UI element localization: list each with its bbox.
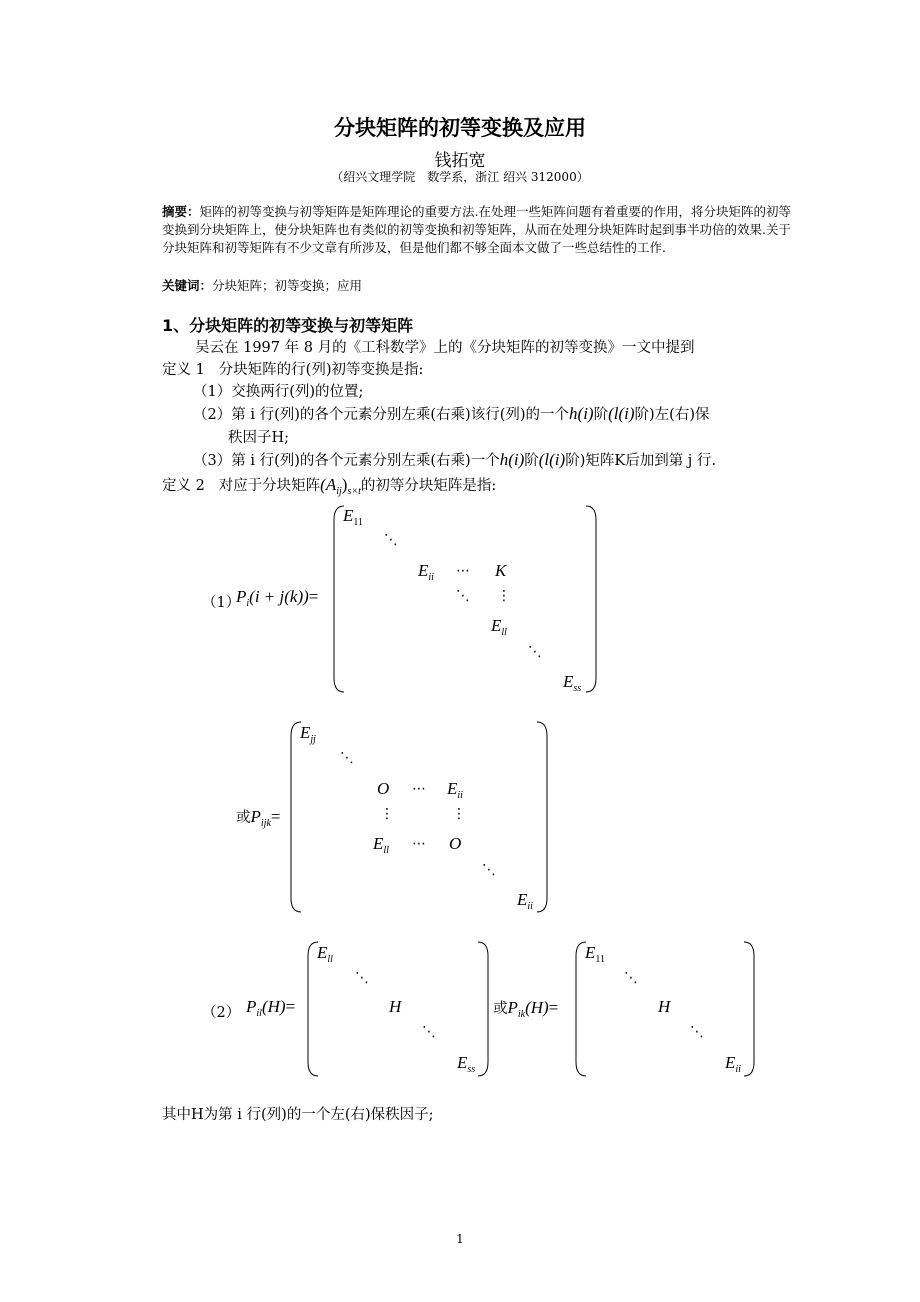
eq1b-ell: $E_{ll}$ xyxy=(373,834,389,856)
ddots-icon: ⋱ xyxy=(482,862,497,878)
vdots-icon: ⋮ xyxy=(452,806,467,822)
eq1b-lhs xyxy=(236,806,280,827)
def2-label: 定义 2 xyxy=(162,478,205,494)
p-argument: (H) xyxy=(525,998,549,1017)
abstract-label: 摘要： xyxy=(162,204,200,219)
equals-sign: = xyxy=(548,998,559,1017)
def2-text-b: 的初等分块矩阵是指: xyxy=(360,478,497,494)
or-label: 或 xyxy=(493,1001,508,1017)
eq1-right-bracket xyxy=(586,506,596,692)
or-label: 或 xyxy=(236,810,251,826)
l-of-i: (l(i) xyxy=(608,404,635,423)
ddots-icon: ⋱ xyxy=(456,588,471,604)
p-subscript: il xyxy=(256,1008,262,1019)
equals-sign: = xyxy=(285,997,296,1016)
item3-text-b: 阶 xyxy=(524,453,539,469)
h-of-i: h(i) xyxy=(569,404,594,423)
eq1-ell: $E_{ll}$ xyxy=(491,616,507,638)
a-subscript: ij xyxy=(336,486,342,497)
eq1-ess: $E_{ss}$ xyxy=(563,672,582,694)
p-symbol: P xyxy=(246,997,257,1016)
ddots-icon: ⋱ xyxy=(384,532,399,548)
footer-note: 其中H为第 i 行(列)的一个左(右)保秩因子; xyxy=(162,1107,434,1123)
eq2b-e11: $E_{11}$ xyxy=(585,943,606,965)
vdots-icon: ⋮ xyxy=(497,588,512,604)
p-subscript: ik xyxy=(517,1009,526,1020)
page-number: 1 xyxy=(456,1232,464,1246)
paper-title: 分块矩阵的初等变换及应用 xyxy=(334,116,586,140)
equals-sign: = xyxy=(270,807,281,826)
eq1-k: K xyxy=(495,561,507,580)
eq2a-right-bracket xyxy=(478,942,488,1076)
item2-text-b: 阶 xyxy=(593,407,609,423)
item2-text-a: （2）第 i 行(列)的各个元素分别左乘(右乘)该行(列)的一个 xyxy=(193,407,570,423)
hdots-icon: ⋯ xyxy=(456,563,471,579)
intro-paragraph: 吴云在 1997 年 8 月的《工科数学》上的《分块矩阵的初等变换》一文中提到 xyxy=(195,340,695,356)
ddots-icon: ⋱ xyxy=(528,644,543,660)
abstract-text: 矩阵的初等变换与初等矩阵是矩阵理论的重要方法.在处理一些矩阵问题有着重要的作用，将分块矩阵的初等变换到分块矩阵上，使分块矩阵也有类似的初等变换和初等矩阵，从而在处理分块矩阵时起到事半功倍的效果.关于分块矩阵和初等矩阵有不少文章有所涉及，但是他们都不够全面本文做了一些总结性的工作. xyxy=(162,204,791,255)
eq1-eii: $E_{ii}$ xyxy=(418,561,434,583)
eq2-lhs xyxy=(246,997,295,1017)
eq2b-eii: $E_{ii}$ xyxy=(725,1053,741,1075)
ddots-icon: ⋱ xyxy=(422,1024,437,1040)
eq1-lhs xyxy=(236,587,318,607)
def2-text-a: 对应于分块矩阵 xyxy=(218,478,321,494)
ddots-icon: ⋱ xyxy=(340,750,355,766)
eq1b-o2: O xyxy=(449,834,462,853)
eq1-e11: $E_{11}$ xyxy=(343,506,364,528)
eq1-left-bracket xyxy=(334,506,344,692)
eq2-ess: $E_{ss}$ xyxy=(457,1053,476,1075)
p-argument: (H) xyxy=(261,997,286,1016)
eq1b-left-bracket xyxy=(291,722,301,912)
item3-text-a: （3）第 i 行(列)的各个元素分别左乘(右乘)一个 xyxy=(193,453,500,469)
eq2-h: H xyxy=(389,997,402,1016)
l-of-i: (l(i) xyxy=(538,450,566,469)
a-close-paren: ) xyxy=(341,475,348,494)
def1-item-2-continued: 秩因子H; xyxy=(228,430,290,446)
p-symbol: P xyxy=(250,807,261,826)
keywords-label: 关键词： xyxy=(162,278,213,293)
eq2-ell: $E_{ll}$ xyxy=(317,943,333,965)
ddots-icon: ⋱ xyxy=(690,1024,705,1040)
section-heading: 1、分块矩阵的初等变换与初等矩阵 xyxy=(162,316,414,335)
a-size: s×t xyxy=(347,486,361,497)
def1-text: 分块矩阵的行(列)初等变换是指: xyxy=(218,362,424,378)
eq2b-h: H xyxy=(658,997,671,1016)
keywords-text: 分块矩阵；初等变换；应用 xyxy=(212,278,363,293)
vdots-icon: ⋮ xyxy=(380,806,395,822)
p-subscript: i xyxy=(246,598,250,609)
p-symbol: P xyxy=(507,998,518,1017)
h-of-i: h(i) xyxy=(499,450,525,469)
hdots-icon: ⋯ xyxy=(412,836,427,852)
eq1b-eii: $E_{ii}$ xyxy=(447,779,463,801)
eq2b-lhs xyxy=(493,997,558,1018)
ddots-icon: ⋱ xyxy=(355,970,370,986)
eq1b-ejj: $E_{jj}$ xyxy=(300,723,316,745)
eq1b-eii2: $E_{ii}$ xyxy=(517,890,533,912)
eq1b-o: O xyxy=(377,779,390,798)
eq1-number: （1） xyxy=(202,595,241,611)
a-matrix: (A xyxy=(320,475,337,494)
p-argument: (i + j(k)) xyxy=(249,587,309,606)
def1-label: 定义 1 xyxy=(162,362,205,378)
item3-text-c: 阶)矩阵K后加到第 j 行. xyxy=(565,453,717,469)
hdots-icon: ⋯ xyxy=(412,781,427,797)
p-subscript: ijk xyxy=(260,818,271,829)
equals-sign: = xyxy=(308,587,319,606)
eq2-number: （2） xyxy=(202,1005,241,1021)
ddots-icon: ⋱ xyxy=(624,970,639,986)
eq1b-right-bracket xyxy=(537,722,547,912)
author: 钱拓宽 xyxy=(434,151,486,171)
eq2b-right-bracket xyxy=(744,942,754,1076)
p-symbol: P xyxy=(236,587,247,606)
item2-text-c: 阶)左(右)保 xyxy=(634,407,710,423)
def1-item-1: （1）交换两行(列)的位置; xyxy=(193,384,364,400)
affiliation: （绍兴文理学院 数学系，浙江 绍兴 312000） xyxy=(331,170,589,184)
